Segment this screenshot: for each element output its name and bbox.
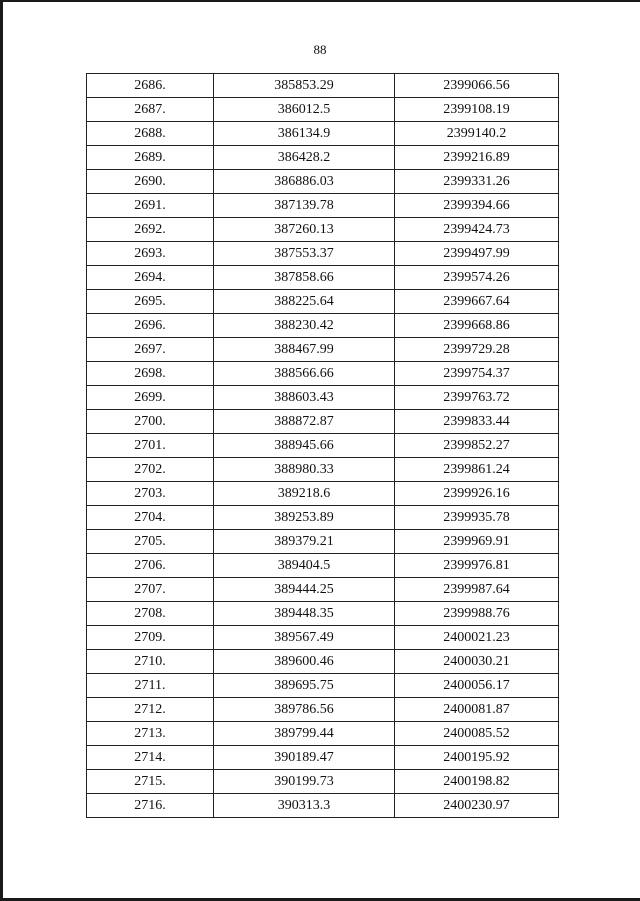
x-coordinate-cell: 388566.66 xyxy=(214,362,395,386)
y-coordinate-cell: 2400081.87 xyxy=(395,698,559,722)
x-coordinate-cell: 386886.03 xyxy=(214,170,395,194)
x-coordinate-cell: 389444.25 xyxy=(214,578,395,602)
table-row xyxy=(87,98,559,122)
y-coordinate-cell: 2399394.66 xyxy=(395,194,559,218)
point-number-cell: 2709. xyxy=(87,626,214,650)
point-number-cell: 2692. xyxy=(87,218,214,242)
table-row xyxy=(87,194,559,218)
x-coordinate-cell: 388872.87 xyxy=(214,410,395,434)
x-coordinate-cell: 390313.3 xyxy=(214,794,395,818)
point-number-cell: 2690. xyxy=(87,170,214,194)
y-coordinate-cell: 2399754.37 xyxy=(395,362,559,386)
point-number-cell: 2697. xyxy=(87,338,214,362)
point-number-cell: 2712. xyxy=(87,698,214,722)
x-coordinate-cell: 389448.35 xyxy=(214,602,395,626)
point-number-cell: 2694. xyxy=(87,266,214,290)
y-coordinate-cell: 2399729.28 xyxy=(395,338,559,362)
x-coordinate-cell: 389567.49 xyxy=(214,626,395,650)
table-row xyxy=(87,770,559,794)
point-number-cell: 2711. xyxy=(87,674,214,698)
table-row xyxy=(87,746,559,770)
x-coordinate-cell: 389600.46 xyxy=(214,650,395,674)
x-coordinate-cell: 388603.43 xyxy=(214,386,395,410)
x-coordinate-cell: 389218.6 xyxy=(214,482,395,506)
x-coordinate-cell: 389253.89 xyxy=(214,506,395,530)
x-coordinate-cell: 388467.99 xyxy=(214,338,395,362)
y-coordinate-cell: 2400021.23 xyxy=(395,626,559,650)
point-number-cell: 2710. xyxy=(87,650,214,674)
y-coordinate-cell: 2400085.52 xyxy=(395,722,559,746)
y-coordinate-cell: 2399935.78 xyxy=(395,506,559,530)
x-coordinate-cell: 390189.47 xyxy=(214,746,395,770)
y-coordinate-cell: 2399108.19 xyxy=(395,98,559,122)
table-row xyxy=(87,602,559,626)
y-coordinate-cell: 2399861.24 xyxy=(395,458,559,482)
point-number-cell: 2695. xyxy=(87,290,214,314)
y-coordinate-cell: 2399066.56 xyxy=(395,74,559,98)
point-number-cell: 2686. xyxy=(87,74,214,98)
point-number-cell: 2704. xyxy=(87,506,214,530)
y-coordinate-cell: 2399667.64 xyxy=(395,290,559,314)
x-coordinate-cell: 389799.44 xyxy=(214,722,395,746)
y-coordinate-cell: 2400198.82 xyxy=(395,770,559,794)
point-number-cell: 2702. xyxy=(87,458,214,482)
point-number-cell: 2715. xyxy=(87,770,214,794)
y-coordinate-cell: 2399833.44 xyxy=(395,410,559,434)
x-coordinate-cell: 386134.9 xyxy=(214,122,395,146)
point-number-cell: 2703. xyxy=(87,482,214,506)
x-coordinate-cell: 389379.21 xyxy=(214,530,395,554)
point-number-cell: 2705. xyxy=(87,530,214,554)
x-coordinate-cell: 389404.5 xyxy=(214,554,395,578)
scan-edge-left xyxy=(0,0,3,901)
coordinate-table xyxy=(86,73,559,818)
y-coordinate-cell: 2399976.81 xyxy=(395,554,559,578)
y-coordinate-cell: 2399763.72 xyxy=(395,386,559,410)
y-coordinate-cell: 2399574.26 xyxy=(395,266,559,290)
y-coordinate-cell: 2399140.2 xyxy=(395,122,559,146)
x-coordinate-cell: 386012.5 xyxy=(214,98,395,122)
y-coordinate-cell: 2399926.16 xyxy=(395,482,559,506)
x-coordinate-cell: 388945.66 xyxy=(214,434,395,458)
y-coordinate-cell: 2399988.76 xyxy=(395,602,559,626)
y-coordinate-cell: 2400195.92 xyxy=(395,746,559,770)
table-row xyxy=(87,362,559,386)
point-number-cell: 2701. xyxy=(87,434,214,458)
page-number: 88 xyxy=(313,42,327,57)
x-coordinate-cell: 387260.13 xyxy=(214,218,395,242)
x-coordinate-cell: 388225.64 xyxy=(214,290,395,314)
x-coordinate-cell: 387858.66 xyxy=(214,266,395,290)
table-row xyxy=(87,482,559,506)
table-row xyxy=(87,674,559,698)
point-number-cell: 2687. xyxy=(87,98,214,122)
x-coordinate-cell: 387139.78 xyxy=(214,194,395,218)
table-row xyxy=(87,242,559,266)
point-number-cell: 2707. xyxy=(87,578,214,602)
table-row xyxy=(87,458,559,482)
point-number-cell: 2689. xyxy=(87,146,214,170)
point-number-cell: 2688. xyxy=(87,122,214,146)
table-row xyxy=(87,530,559,554)
y-coordinate-cell: 2400056.17 xyxy=(395,674,559,698)
y-coordinate-cell: 2399987.64 xyxy=(395,578,559,602)
y-coordinate-cell: 2399331.26 xyxy=(395,170,559,194)
table-row xyxy=(87,650,559,674)
y-coordinate-cell: 2400230.97 xyxy=(395,794,559,818)
table-row xyxy=(87,314,559,338)
point-number-cell: 2714. xyxy=(87,746,214,770)
coordinate-table-body xyxy=(87,74,559,818)
point-number-cell: 2700. xyxy=(87,410,214,434)
table-row xyxy=(87,722,559,746)
y-coordinate-cell: 2399852.27 xyxy=(395,434,559,458)
x-coordinate-cell: 386428.2 xyxy=(214,146,395,170)
table-row xyxy=(87,338,559,362)
table-row xyxy=(87,74,559,98)
point-number-cell: 2706. xyxy=(87,554,214,578)
x-coordinate-cell: 388980.33 xyxy=(214,458,395,482)
table-row xyxy=(87,170,559,194)
y-coordinate-cell: 2400030.21 xyxy=(395,650,559,674)
point-number-cell: 2699. xyxy=(87,386,214,410)
table-row xyxy=(87,386,559,410)
y-coordinate-cell: 2399969.91 xyxy=(395,530,559,554)
table-row xyxy=(87,554,559,578)
table-row xyxy=(87,146,559,170)
x-coordinate-cell: 390199.73 xyxy=(214,770,395,794)
y-coordinate-cell: 2399668.86 xyxy=(395,314,559,338)
point-number-cell: 2698. xyxy=(87,362,214,386)
table-row xyxy=(87,266,559,290)
point-number-cell: 2713. xyxy=(87,722,214,746)
point-number-cell: 2691. xyxy=(87,194,214,218)
y-coordinate-cell: 2399424.73 xyxy=(395,218,559,242)
table-row xyxy=(87,122,559,146)
table-row xyxy=(87,626,559,650)
table-row xyxy=(87,218,559,242)
point-number-cell: 2716. xyxy=(87,794,214,818)
x-coordinate-cell: 387553.37 xyxy=(214,242,395,266)
table-row xyxy=(87,410,559,434)
x-coordinate-cell: 385853.29 xyxy=(214,74,395,98)
x-coordinate-cell: 389786.56 xyxy=(214,698,395,722)
y-coordinate-cell: 2399216.89 xyxy=(395,146,559,170)
table-row xyxy=(87,578,559,602)
point-number-cell: 2693. xyxy=(87,242,214,266)
table-row xyxy=(87,794,559,818)
table-row xyxy=(87,290,559,314)
scan-edge-top xyxy=(0,0,640,2)
table-row xyxy=(87,434,559,458)
point-number-cell: 2708. xyxy=(87,602,214,626)
table-row xyxy=(87,698,559,722)
x-coordinate-cell: 388230.42 xyxy=(214,314,395,338)
point-number-cell: 2696. xyxy=(87,314,214,338)
y-coordinate-cell: 2399497.99 xyxy=(395,242,559,266)
x-coordinate-cell: 389695.75 xyxy=(214,674,395,698)
table-row xyxy=(87,506,559,530)
